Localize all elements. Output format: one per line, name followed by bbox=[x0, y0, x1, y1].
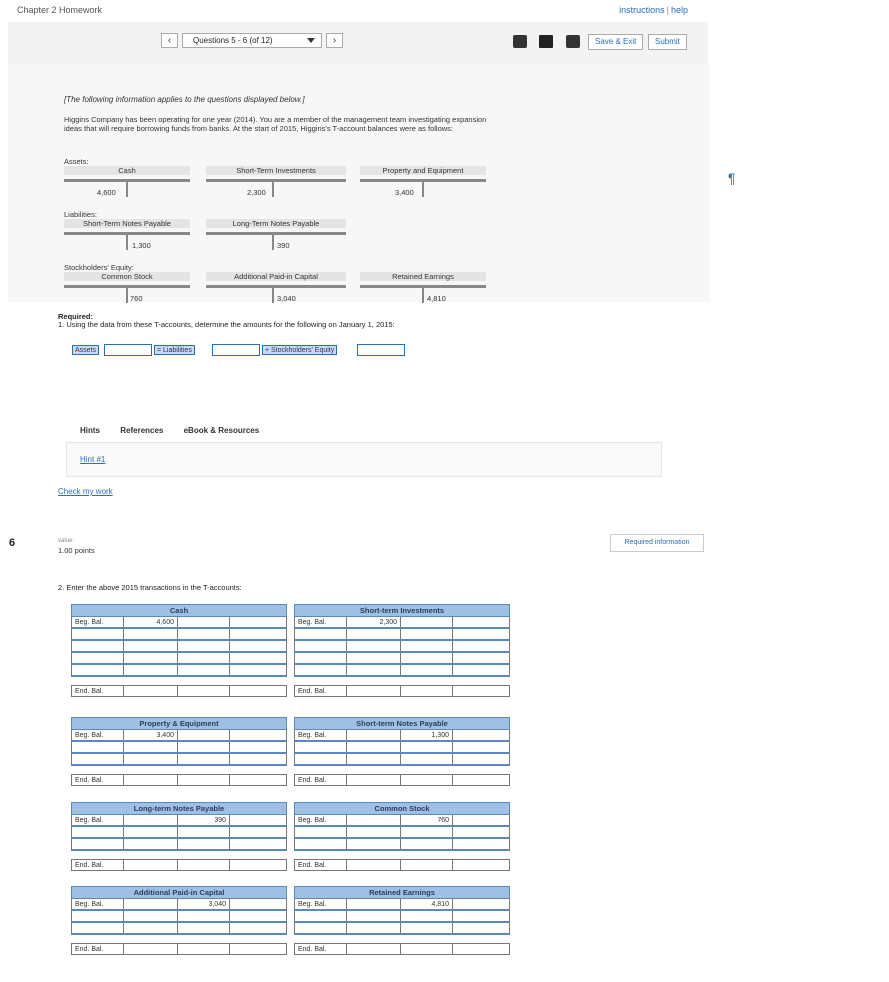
end-label-input[interactable] bbox=[178, 860, 230, 870]
credit-input[interactable] bbox=[453, 742, 509, 752]
required-text: Required: 1. Using the data from these T-accounts, determine the amounts for the following on January 1, 2015: bbox=[58, 312, 395, 329]
end-bal-label: End. Bal. bbox=[295, 686, 347, 696]
ending-balance-row bbox=[71, 859, 287, 871]
credit-label-input[interactable] bbox=[178, 653, 230, 663]
credit-input[interactable] bbox=[230, 827, 286, 837]
entry-row bbox=[71, 653, 287, 665]
credit-input[interactable] bbox=[453, 839, 509, 849]
entry-label-input[interactable] bbox=[295, 827, 347, 837]
beg-bal-label: Beg. Bal. bbox=[295, 899, 347, 909]
entry-row bbox=[294, 641, 510, 653]
taccount-title: Property and Equipment bbox=[360, 166, 486, 175]
assets-label: Assets bbox=[72, 345, 99, 355]
entry-row bbox=[294, 839, 510, 851]
end-label-input[interactable] bbox=[401, 686, 453, 696]
credit-input[interactable] bbox=[453, 754, 509, 764]
taccount-title: Retained Earnings bbox=[360, 272, 486, 281]
taccount-stem bbox=[422, 288, 424, 303]
hints-panel bbox=[66, 442, 662, 477]
taccount-value: 760 bbox=[130, 294, 143, 303]
entry-row bbox=[71, 911, 287, 923]
prev-question-button[interactable]: ‹ bbox=[161, 33, 178, 48]
taccount-stem bbox=[126, 182, 128, 197]
beginning-balance-row bbox=[294, 617, 510, 629]
end-bal-label: End. Bal. bbox=[295, 860, 347, 870]
equity-label: + Stockholders' Equity bbox=[262, 345, 337, 355]
tab-references[interactable]: References bbox=[120, 426, 164, 435]
entry-row bbox=[294, 742, 510, 754]
credit-input[interactable] bbox=[230, 754, 286, 764]
beg-credit-value: 3,040 bbox=[178, 899, 230, 909]
credit-label-input[interactable] bbox=[178, 665, 230, 675]
assets-input[interactable] bbox=[104, 344, 152, 356]
entry-label-input[interactable] bbox=[72, 641, 124, 651]
credit-input[interactable] bbox=[230, 911, 286, 921]
help-link[interactable]: help bbox=[670, 5, 688, 15]
taccount-grid bbox=[71, 717, 287, 786]
debit-input[interactable] bbox=[347, 911, 401, 921]
chapter-title: Chapter 2 Homework bbox=[17, 5, 103, 15]
beg-credit-value: 1,300 bbox=[401, 730, 453, 740]
end-label-input[interactable] bbox=[401, 775, 453, 785]
beginning-balance-row bbox=[71, 899, 287, 911]
taccount-bar bbox=[206, 179, 346, 182]
taccount-title: Additional Paid-in Capital bbox=[206, 272, 346, 281]
beginning-balance-row bbox=[71, 730, 287, 742]
beg-debit-value: 3,400 bbox=[124, 730, 178, 740]
debit-input[interactable] bbox=[124, 839, 178, 849]
credit-input[interactable] bbox=[453, 653, 509, 663]
ending-balance-row bbox=[71, 943, 287, 955]
ending-balance-row bbox=[294, 774, 510, 786]
entry-label-input[interactable] bbox=[72, 629, 124, 639]
taccount-grid-title: Short-term Notes Payable bbox=[294, 717, 510, 730]
calculator-icon[interactable] bbox=[566, 35, 580, 48]
credit-label-input[interactable] bbox=[401, 653, 453, 663]
credit-label-input[interactable] bbox=[178, 742, 230, 752]
taccount-grid bbox=[294, 604, 510, 697]
tab-ebook[interactable]: eBook & Resources bbox=[183, 426, 260, 435]
entry-label-input[interactable] bbox=[295, 665, 347, 675]
entry-label-input[interactable] bbox=[72, 742, 124, 752]
credit-label-input[interactable] bbox=[178, 923, 230, 933]
taccount-title: Short-Term Notes Payable bbox=[64, 219, 190, 228]
end-bal-label: End. Bal. bbox=[72, 944, 124, 954]
beg-bal-label: Beg. Bal. bbox=[72, 730, 124, 740]
spacer bbox=[294, 677, 510, 685]
debit-input[interactable] bbox=[347, 742, 401, 752]
check-my-work-link[interactable]: Check my work bbox=[58, 487, 113, 496]
taccount-stem bbox=[422, 182, 424, 197]
tab-hints[interactable]: Hints bbox=[80, 426, 100, 435]
taccount-value: 4,810 bbox=[427, 294, 446, 303]
end-debit-input[interactable] bbox=[347, 686, 401, 696]
blank-cell bbox=[230, 899, 286, 909]
beg-bal-label: Beg. Bal. bbox=[295, 730, 347, 740]
beg-bal-label: Beg. Bal. bbox=[72, 899, 124, 909]
blank-cell bbox=[230, 730, 286, 740]
entry-label-input[interactable] bbox=[295, 742, 347, 752]
end-debit-input[interactable] bbox=[347, 944, 401, 954]
print-icon[interactable] bbox=[539, 35, 553, 48]
liabilities-input[interactable] bbox=[212, 344, 260, 356]
taccount-stem bbox=[126, 235, 128, 250]
end-credit-input[interactable] bbox=[230, 686, 286, 696]
taccount-title: Long-Term Notes Payable bbox=[206, 219, 346, 228]
entry-row bbox=[71, 839, 287, 851]
blank-cell bbox=[453, 899, 509, 909]
debit-input[interactable] bbox=[347, 827, 401, 837]
end-credit-input[interactable] bbox=[453, 775, 509, 785]
end-label-input[interactable] bbox=[401, 860, 453, 870]
taccount-grid-title: Property & Equipment bbox=[71, 717, 287, 730]
credit-input[interactable] bbox=[230, 839, 286, 849]
debit-input[interactable] bbox=[347, 754, 401, 764]
ending-balance-row bbox=[294, 685, 510, 697]
taccount-grid-title: Short-term Investments bbox=[294, 604, 510, 617]
taccount-stem bbox=[272, 182, 274, 197]
entry-row bbox=[71, 742, 287, 754]
entry-row bbox=[294, 827, 510, 839]
beg-debit-value bbox=[124, 815, 178, 825]
taccount-grid bbox=[294, 886, 510, 955]
taccount-grid bbox=[71, 886, 287, 955]
instructions-link[interactable]: instructions bbox=[619, 5, 665, 15]
points-label: 1.00 points bbox=[58, 546, 95, 555]
credit-input[interactable] bbox=[230, 923, 286, 933]
hint-1-link[interactable]: Hint #1 bbox=[80, 455, 106, 464]
credit-label-input[interactable] bbox=[178, 827, 230, 837]
entry-label-input[interactable] bbox=[295, 629, 347, 639]
credit-input[interactable] bbox=[230, 653, 286, 663]
taccount-grid bbox=[71, 802, 287, 871]
assets-heading: Assets: bbox=[64, 157, 89, 166]
end-bal-label: End. Bal. bbox=[72, 686, 124, 696]
debit-input[interactable] bbox=[124, 827, 178, 837]
end-label-input[interactable] bbox=[178, 775, 230, 785]
debit-input[interactable] bbox=[347, 641, 401, 651]
beg-bal-label: Beg. Bal. bbox=[295, 617, 347, 627]
debit-input[interactable] bbox=[124, 742, 178, 752]
taccount-value: 3,400 bbox=[395, 188, 414, 197]
entry-label-input[interactable] bbox=[295, 754, 347, 764]
spacer bbox=[71, 766, 287, 774]
debit-input[interactable] bbox=[124, 641, 178, 651]
end-debit-input[interactable] bbox=[347, 775, 401, 785]
credit-input[interactable] bbox=[230, 742, 286, 752]
beginning-balance-row bbox=[294, 730, 510, 742]
credit-input[interactable] bbox=[230, 641, 286, 651]
spacer bbox=[71, 677, 287, 685]
question-prompt: 2. Enter the above 2015 transactions in the T-accounts: bbox=[58, 583, 242, 592]
taccount-grid bbox=[294, 802, 510, 871]
value-label: value: bbox=[58, 538, 75, 544]
taccount-value: 4,600 bbox=[97, 188, 116, 197]
spacer bbox=[71, 851, 287, 859]
taccount-grid-title: Additional Paid-in Capital bbox=[71, 886, 287, 899]
resource-tabs bbox=[80, 426, 259, 435]
taccount-value: 2,300 bbox=[247, 188, 266, 197]
credit-label-input[interactable] bbox=[401, 665, 453, 675]
ending-balance-row bbox=[294, 859, 510, 871]
credit-label-input[interactable] bbox=[401, 923, 453, 933]
spacer bbox=[294, 766, 510, 774]
taccount-grid-title: Cash bbox=[71, 604, 287, 617]
taccount-grid-title: Long-term Notes Payable bbox=[71, 802, 287, 815]
taccount-stem bbox=[272, 288, 274, 303]
save-exit-button[interactable]: Save & Exit bbox=[588, 34, 643, 50]
entry-row bbox=[294, 665, 510, 677]
spacer bbox=[294, 851, 510, 859]
beg-credit-value bbox=[178, 617, 230, 627]
credit-input[interactable] bbox=[453, 629, 509, 639]
blank-cell bbox=[453, 815, 509, 825]
entry-row bbox=[71, 827, 287, 839]
credit-input[interactable] bbox=[230, 665, 286, 675]
book-icon[interactable] bbox=[513, 35, 527, 48]
end-label-input[interactable] bbox=[178, 944, 230, 954]
entry-row bbox=[71, 923, 287, 935]
entry-label-input[interactable] bbox=[72, 754, 124, 764]
entry-row bbox=[71, 629, 287, 641]
taccount-value: 390 bbox=[277, 241, 290, 250]
entry-row bbox=[71, 641, 287, 653]
credit-label-input[interactable] bbox=[178, 641, 230, 651]
debit-input[interactable] bbox=[124, 754, 178, 764]
beg-bal-label: Beg. Bal. bbox=[295, 815, 347, 825]
equity-input[interactable] bbox=[357, 344, 405, 356]
debit-input[interactable] bbox=[347, 629, 401, 639]
debit-input[interactable] bbox=[347, 665, 401, 675]
end-bal-label: End. Bal. bbox=[295, 775, 347, 785]
credit-label-input[interactable] bbox=[178, 754, 230, 764]
beginning-balance-row bbox=[294, 815, 510, 827]
end-debit-input[interactable] bbox=[347, 860, 401, 870]
entry-label-input[interactable] bbox=[72, 653, 124, 663]
entry-row bbox=[294, 754, 510, 766]
required-information-button[interactable]: Required information bbox=[610, 534, 704, 552]
taccount-title: Common Stock bbox=[64, 272, 190, 281]
debit-input[interactable] bbox=[124, 911, 178, 921]
beginning-balance-row bbox=[71, 617, 287, 629]
ending-balance-row bbox=[294, 943, 510, 955]
end-debit-input[interactable] bbox=[124, 944, 178, 954]
question-select[interactable]: Questions 5 - 6 (of 12) bbox=[182, 33, 322, 48]
beg-credit-value: 4,810 bbox=[401, 899, 453, 909]
credit-input[interactable] bbox=[453, 665, 509, 675]
credit-input[interactable] bbox=[453, 827, 509, 837]
beg-credit-value bbox=[178, 730, 230, 740]
beg-bal-label: Beg. Bal. bbox=[72, 815, 124, 825]
end-credit-input[interactable] bbox=[453, 944, 509, 954]
credit-label-input[interactable] bbox=[178, 629, 230, 639]
entry-row bbox=[294, 653, 510, 665]
spacer bbox=[71, 935, 287, 943]
beg-debit-value bbox=[347, 899, 401, 909]
beginning-balance-row bbox=[294, 899, 510, 911]
entry-row bbox=[71, 665, 287, 677]
taccount-grid bbox=[294, 717, 510, 786]
taccount-title: Short-Term Investments bbox=[206, 166, 346, 175]
beginning-balance-row bbox=[71, 815, 287, 827]
intro-paragraph: Higgins Company has been operating for one year (2014). You are a member of the management team investigating expansion ideas that will require borrowing funds from banks. At the start of 2015, Higgins's T-account balances were as follows: bbox=[64, 115, 487, 133]
taccount-grid-title: Common Stock bbox=[294, 802, 510, 815]
taccount-stem bbox=[272, 235, 274, 250]
beg-debit-value: 2,300 bbox=[347, 617, 401, 627]
beg-debit-value bbox=[347, 730, 401, 740]
entry-label-input[interactable] bbox=[295, 923, 347, 933]
entry-label-input[interactable] bbox=[72, 665, 124, 675]
end-debit-input[interactable] bbox=[124, 686, 178, 696]
entry-label-input[interactable] bbox=[295, 839, 347, 849]
top-links: instructions | help bbox=[619, 5, 688, 15]
end-label-input[interactable] bbox=[401, 944, 453, 954]
blank-cell bbox=[230, 617, 286, 627]
beg-credit-value bbox=[401, 617, 453, 627]
ending-balance-row bbox=[71, 685, 287, 697]
blank-cell bbox=[230, 815, 286, 825]
credit-input[interactable] bbox=[453, 923, 509, 933]
beg-debit-value bbox=[124, 899, 178, 909]
end-credit-input[interactable] bbox=[230, 775, 286, 785]
liabilities-label: = Liabilities bbox=[154, 345, 195, 355]
credit-input[interactable] bbox=[453, 911, 509, 921]
end-credit-input[interactable] bbox=[453, 860, 509, 870]
credit-label-input[interactable] bbox=[401, 827, 453, 837]
end-credit-input[interactable] bbox=[230, 860, 286, 870]
end-debit-input[interactable] bbox=[124, 775, 178, 785]
credit-label-input[interactable] bbox=[401, 641, 453, 651]
beg-debit-value bbox=[347, 815, 401, 825]
credit-label-input[interactable] bbox=[178, 839, 230, 849]
debit-input[interactable] bbox=[124, 653, 178, 663]
entry-label-input[interactable] bbox=[72, 827, 124, 837]
chevron-down-icon bbox=[307, 38, 315, 43]
end-bal-label: End. Bal. bbox=[72, 775, 124, 785]
blank-cell bbox=[453, 730, 509, 740]
debit-input[interactable] bbox=[347, 923, 401, 933]
debit-input[interactable] bbox=[347, 653, 401, 663]
spacer bbox=[294, 935, 510, 943]
beg-debit-value: 4,600 bbox=[124, 617, 178, 627]
next-question-button[interactable]: › bbox=[326, 33, 343, 48]
end-credit-input[interactable] bbox=[230, 944, 286, 954]
credit-label-input[interactable] bbox=[401, 911, 453, 921]
entry-label-input[interactable] bbox=[295, 911, 347, 921]
credit-label-input[interactable] bbox=[401, 629, 453, 639]
liabilities-heading: Liabilities: bbox=[64, 210, 97, 219]
debit-input[interactable] bbox=[124, 923, 178, 933]
entry-label-input[interactable] bbox=[72, 839, 124, 849]
entry-label-input[interactable] bbox=[72, 911, 124, 921]
debit-input[interactable] bbox=[347, 839, 401, 849]
taccount-grid-title: Retained Earnings bbox=[294, 886, 510, 899]
taccount-value: 3,040 bbox=[277, 294, 296, 303]
debit-input[interactable] bbox=[124, 665, 178, 675]
credit-label-input[interactable] bbox=[178, 911, 230, 921]
credit-label-input[interactable] bbox=[401, 754, 453, 764]
end-bal-label: End. Bal. bbox=[72, 860, 124, 870]
taccount-bar bbox=[206, 285, 346, 288]
beg-bal-label: Beg. Bal. bbox=[72, 617, 124, 627]
debit-input[interactable] bbox=[124, 629, 178, 639]
intro-note: [The following information applies to the questions displayed below.] bbox=[64, 95, 305, 104]
question-number: 6 bbox=[9, 537, 16, 549]
end-debit-input[interactable] bbox=[124, 860, 178, 870]
credit-input[interactable] bbox=[230, 629, 286, 639]
pilcrow-icon[interactable]: ¶ bbox=[728, 170, 736, 186]
beg-credit-value: 760 bbox=[401, 815, 453, 825]
taccount-value: 1,300 bbox=[132, 241, 151, 250]
credit-input[interactable] bbox=[453, 641, 509, 651]
end-bal-label: End. Bal. bbox=[295, 944, 347, 954]
taccount-stem bbox=[126, 288, 128, 303]
entry-label-input[interactable] bbox=[295, 653, 347, 663]
equity-heading: Stockholders' Equity: bbox=[64, 263, 134, 272]
entry-row bbox=[294, 923, 510, 935]
beg-credit-value: 390 bbox=[178, 815, 230, 825]
entry-row bbox=[71, 754, 287, 766]
end-credit-input[interactable] bbox=[453, 686, 509, 696]
blank-cell bbox=[453, 617, 509, 627]
entry-label-input[interactable] bbox=[295, 641, 347, 651]
entry-label-input[interactable] bbox=[72, 923, 124, 933]
credit-label-input[interactable] bbox=[401, 839, 453, 849]
entry-row bbox=[294, 629, 510, 641]
end-label-input[interactable] bbox=[178, 686, 230, 696]
entry-row bbox=[294, 911, 510, 923]
taccount-title: Cash bbox=[64, 166, 190, 175]
taccount-bar bbox=[206, 232, 346, 235]
credit-label-input[interactable] bbox=[401, 742, 453, 752]
submit-button[interactable]: Submit bbox=[648, 34, 687, 50]
ending-balance-row bbox=[71, 774, 287, 786]
taccount-grid bbox=[71, 604, 287, 697]
